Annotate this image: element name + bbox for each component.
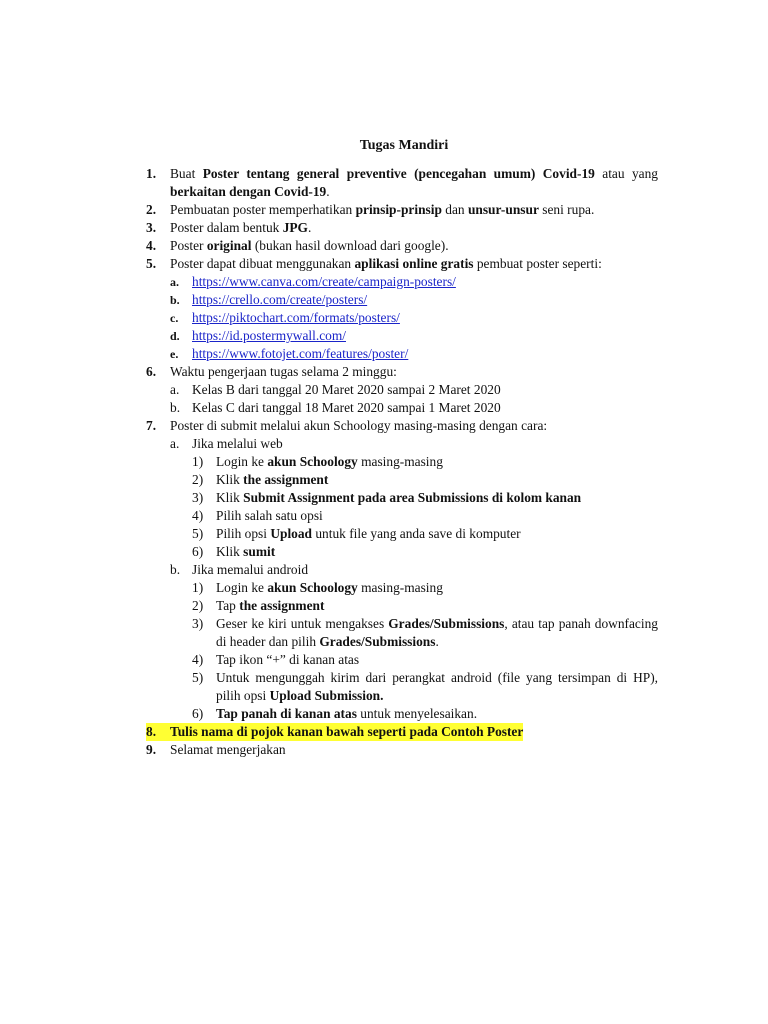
text: Jika melalui web [192, 436, 283, 451]
step [192, 597, 658, 615]
bold-text: akun Schoology [267, 580, 358, 595]
text: Poster dalam bentuk [170, 220, 283, 235]
piktochart-link[interactable]: https://piktochart.com/formats/posters/ [192, 310, 400, 325]
item-number: 1. [146, 166, 157, 181]
bold-text: berkaitan dengan Covid-19 [170, 184, 327, 199]
text: . [326, 184, 330, 199]
bold-text: sumit [243, 544, 276, 559]
step [192, 489, 658, 507]
text: , atau tap panah downfacing di header dan pilih [216, 616, 658, 649]
list-item-8 [146, 723, 658, 741]
postermywall-link[interactable]: https://id.postermywall.com/ [192, 328, 346, 343]
text: seni rupa. [538, 202, 595, 217]
text: Selamat mengerjakan [170, 742, 286, 757]
list-item-9 [146, 741, 658, 759]
text: masing-masing [357, 580, 443, 595]
bold-text: Grades/Submissions [388, 616, 505, 631]
text: atau yang [594, 166, 659, 181]
text: Buat [170, 166, 203, 181]
bold-text: Poster tentang general preventive (pencegahan umum) Covid-19 [202, 166, 595, 181]
link-item [170, 309, 658, 327]
text: Pembuatan poster memperhatikan [170, 202, 356, 217]
item-number: 8. [146, 724, 157, 739]
link-item [170, 345, 658, 363]
text: Klik [216, 544, 244, 559]
step-number: 4) [192, 508, 204, 523]
sub-label: b. [170, 400, 181, 415]
bold-text: aplikasi online gratis [354, 256, 474, 271]
link-item [170, 273, 658, 291]
text: untuk file yang anda save di komputer [312, 526, 521, 541]
text: Jika memalui android [192, 562, 309, 577]
step [192, 453, 658, 471]
highlighted-instruction [146, 723, 523, 741]
fotojet-link[interactable]: https://www.fotojet.com/features/poster/ [192, 346, 409, 361]
sub-label: d. [170, 329, 180, 343]
text: untuk menyelesaikan. [356, 706, 478, 721]
step [192, 579, 658, 597]
list-item-5 [146, 255, 658, 363]
step [192, 507, 658, 525]
sub-label: a. [170, 436, 180, 451]
text: Login ke [216, 580, 268, 595]
step-number: 6) [192, 544, 204, 559]
link-item [170, 327, 658, 345]
item-number: 3. [146, 220, 157, 235]
text: Untuk mengunggah kirim dari perangkat android (file yang tersimpan di HP), pilih opsi [216, 670, 658, 703]
text: Poster dapat dibuat menggunakan [170, 256, 355, 271]
text: Poster [170, 238, 207, 253]
list-item-2 [146, 201, 658, 219]
text: . [307, 220, 312, 235]
list-item-6 [146, 363, 658, 417]
text: masing-masing [357, 454, 443, 469]
text: . [435, 634, 439, 649]
step-number: 2) [192, 472, 204, 487]
list-item-7 [146, 417, 658, 723]
step-number: 1) [192, 580, 204, 595]
step-number: 4) [192, 652, 204, 667]
sub-label: a. [170, 382, 180, 397]
text: (bukan hasil download dari google). [251, 238, 449, 253]
android-steps [170, 561, 658, 723]
sub-label: b. [170, 562, 181, 577]
bold-text: Upload Submission. [269, 688, 384, 703]
text: Kelas C dari tanggal 18 Maret 2020 sampai 1 Maret 2020 [192, 400, 501, 415]
text: pembuat poster seperti: [473, 256, 602, 271]
crello-link[interactable]: https://crello.com/create/posters/ [192, 292, 368, 307]
bold-text: Upload [270, 526, 313, 541]
bold-text: the assignment [243, 472, 329, 487]
item-number: 7. [146, 418, 157, 433]
bold-text: unsur-unsur [467, 202, 539, 217]
bold-text: akun Schoology [267, 454, 358, 469]
task-list [146, 165, 658, 759]
step [192, 471, 658, 489]
text: Tap ikon “+” di kanan atas [216, 652, 360, 667]
item-number: 9. [146, 742, 157, 757]
link-item [170, 291, 658, 309]
step [192, 705, 658, 723]
step [192, 651, 658, 669]
step [192, 615, 658, 651]
item-number: 2. [146, 202, 157, 217]
sub-label: a. [170, 275, 179, 289]
web-steps [170, 435, 658, 561]
step-number: 3) [192, 616, 204, 631]
text: Kelas B dari tanggal 20 Maret 2020 sampai 2 Maret 2020 [192, 382, 501, 397]
list-item-1 [146, 165, 658, 201]
text: Login ke [216, 454, 268, 469]
bold-text: Grades/Submissions [319, 634, 436, 649]
bold-text: prinsip-prinsip [355, 202, 442, 217]
sub-label: b. [170, 293, 180, 307]
item-number: 4. [146, 238, 157, 253]
bold-text: Submit Assignment pada area Submissions di kolom kanan [243, 490, 582, 505]
sub-label: c. [170, 311, 179, 325]
step [192, 669, 658, 705]
step-number: 1) [192, 454, 204, 469]
step-number: 2) [192, 598, 204, 613]
text: Tap [216, 598, 240, 613]
step-number: 6) [192, 706, 204, 721]
text: dan [441, 202, 468, 217]
text: Tulis nama di pojok kanan bawah seperti pada Contoh Poster [170, 724, 524, 739]
bold-text: JPG [282, 220, 308, 235]
list-item-4 [146, 237, 658, 255]
text: Klik [216, 472, 244, 487]
list-item-3 [146, 219, 658, 237]
step-number: 3) [192, 490, 204, 505]
document-title: Tugas Mandiri [359, 138, 449, 153]
step-number: 5) [192, 526, 204, 541]
bold-text: Tap panah di kanan atas [216, 706, 357, 721]
sub-item [170, 381, 658, 399]
step-number: 5) [192, 670, 204, 685]
text: Pilih opsi [216, 526, 271, 541]
sub-label: e. [170, 347, 179, 361]
bold-text: original [206, 238, 252, 253]
item-number: 5. [146, 256, 157, 271]
text: Geser ke kiri untuk mengakses [216, 616, 389, 631]
item-6-text: Waktu pengerjaan tugas selama 2 minggu: [170, 364, 397, 379]
item-5-text [170, 255, 658, 273]
step [192, 525, 658, 543]
item-7-text: Poster di submit melalui akun Schoology masing-masing dengan cara: [170, 418, 548, 433]
item-number: 6. [146, 364, 157, 379]
sub-item [170, 399, 658, 417]
canva-link[interactable]: https://www.canva.com/create/campaign-posters/ [192, 274, 456, 289]
bold-text: the assignment [239, 598, 325, 613]
text: Klik [216, 490, 244, 505]
text: Pilih salah satu opsi [216, 508, 323, 523]
step [192, 543, 658, 561]
